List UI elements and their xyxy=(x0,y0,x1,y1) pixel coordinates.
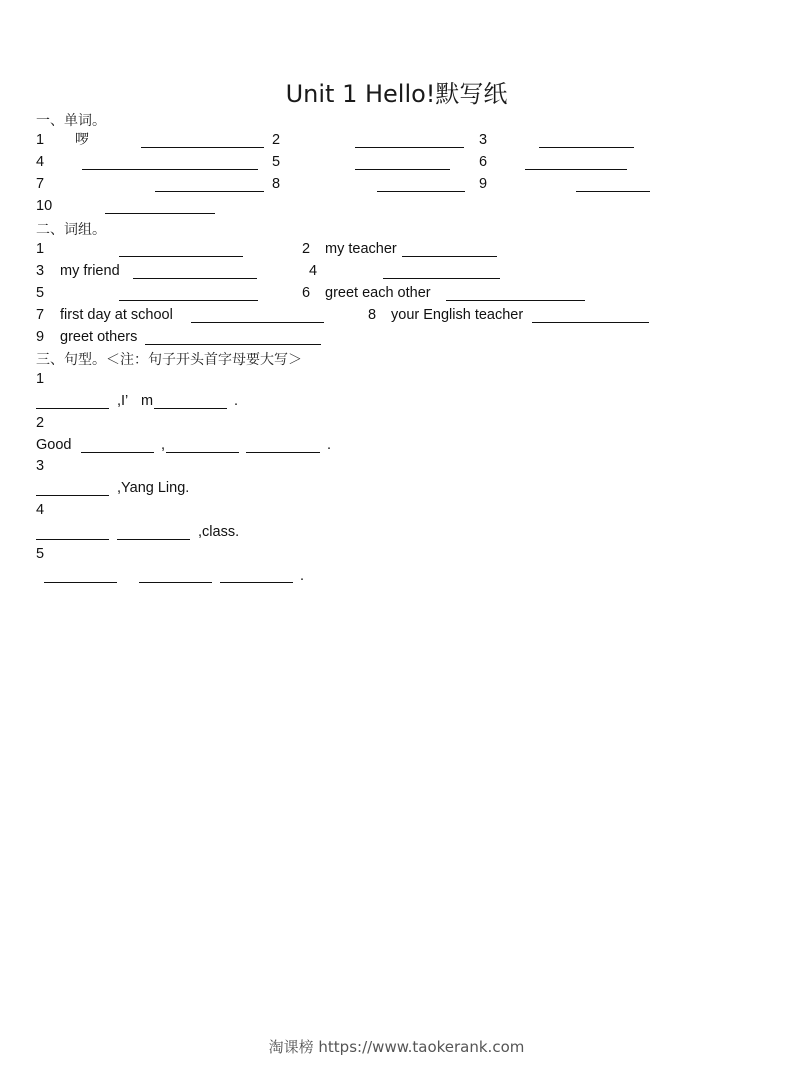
answer-blank[interactable] xyxy=(141,147,264,148)
sentence-text: ,class. xyxy=(198,524,240,540)
answer-blank[interactable] xyxy=(383,278,500,279)
answer-blank[interactable] xyxy=(539,147,634,148)
answer-blank[interactable] xyxy=(446,300,585,301)
answer-blank[interactable] xyxy=(532,322,649,323)
sentence-number: 1 xyxy=(36,371,45,387)
phrase-number: 6 xyxy=(302,285,311,301)
phrase-number: 5 xyxy=(36,285,45,301)
word-number: 1 xyxy=(36,132,45,148)
word-number: 2 xyxy=(272,132,281,148)
answer-blank[interactable] xyxy=(220,582,293,583)
sentence-text: , xyxy=(161,437,166,453)
phrase-number: 2 xyxy=(302,241,311,257)
phrase-text: greet each other xyxy=(325,285,431,301)
phrase-number: 8 xyxy=(368,307,377,323)
answer-blank[interactable] xyxy=(36,408,109,409)
sentence-number: 3 xyxy=(36,458,45,474)
section-words-heading: 一、单词。 xyxy=(36,113,106,129)
section-phrases-heading: 二、词组。 xyxy=(36,222,106,238)
answer-blank[interactable] xyxy=(525,169,627,170)
word-number: 6 xyxy=(479,154,488,170)
answer-blank[interactable] xyxy=(191,322,324,323)
sentence-text: ,Yang Ling. xyxy=(117,480,190,496)
answer-blank[interactable] xyxy=(133,278,257,279)
word-number: 8 xyxy=(272,176,281,192)
answer-blank[interactable] xyxy=(377,191,465,192)
phrase-number: 4 xyxy=(309,263,318,279)
sentence-text: . xyxy=(327,437,332,453)
word-hint: 啰 xyxy=(75,132,89,148)
phrase-text: your English teacher xyxy=(391,307,524,323)
phrase-text: my teacher xyxy=(325,241,397,257)
answer-blank[interactable] xyxy=(576,191,650,192)
phrase-number: 9 xyxy=(36,329,45,345)
answer-blank[interactable] xyxy=(119,256,243,257)
answer-blank[interactable] xyxy=(36,495,109,496)
answer-blank[interactable] xyxy=(117,539,190,540)
answer-blank[interactable] xyxy=(246,452,320,453)
word-number: 9 xyxy=(479,176,488,192)
answer-blank[interactable] xyxy=(119,300,258,301)
sentence-text: . xyxy=(234,393,239,409)
answer-blank[interactable] xyxy=(166,452,239,453)
answer-blank[interactable] xyxy=(81,452,154,453)
answer-blank[interactable] xyxy=(105,213,215,214)
answer-blank[interactable] xyxy=(36,539,109,540)
sentence-text: . xyxy=(300,568,305,584)
answer-blank[interactable] xyxy=(355,169,450,170)
phrase-text: greet others xyxy=(60,329,138,345)
sentence-text: ,I’ xyxy=(117,393,129,409)
phrase-number: 7 xyxy=(36,307,45,323)
sentence-number: 5 xyxy=(36,546,45,562)
answer-blank[interactable] xyxy=(402,256,497,257)
answer-blank[interactable] xyxy=(139,582,212,583)
answer-blank[interactable] xyxy=(145,344,321,345)
answer-blank[interactable] xyxy=(154,408,227,409)
word-number: 10 xyxy=(36,198,53,214)
word-number: 7 xyxy=(36,176,45,192)
page-title: Unit 1 Hello!默写纸 xyxy=(285,80,508,108)
answer-blank[interactable] xyxy=(82,169,258,170)
phrase-number: 3 xyxy=(36,263,45,279)
word-number: 5 xyxy=(272,154,281,170)
sentence-text: m xyxy=(141,393,154,409)
phrase-text: my friend xyxy=(60,263,120,279)
answer-blank[interactable] xyxy=(44,582,117,583)
footer-watermark: 淘课榜 https://www.taokerank.com xyxy=(268,1038,525,1056)
sentence-number: 4 xyxy=(36,502,45,518)
phrase-text: first day at school xyxy=(60,307,173,323)
sentence-number: 2 xyxy=(36,415,45,431)
sentence-text: Good xyxy=(36,437,72,453)
phrase-number: 1 xyxy=(36,241,45,257)
section-sentences-heading: 三、句型。＜注：句子开头首字母要大写＞ xyxy=(36,352,302,368)
word-number: 3 xyxy=(479,132,488,148)
word-number: 4 xyxy=(36,154,45,170)
answer-blank[interactable] xyxy=(355,147,464,148)
answer-blank[interactable] xyxy=(155,191,264,192)
